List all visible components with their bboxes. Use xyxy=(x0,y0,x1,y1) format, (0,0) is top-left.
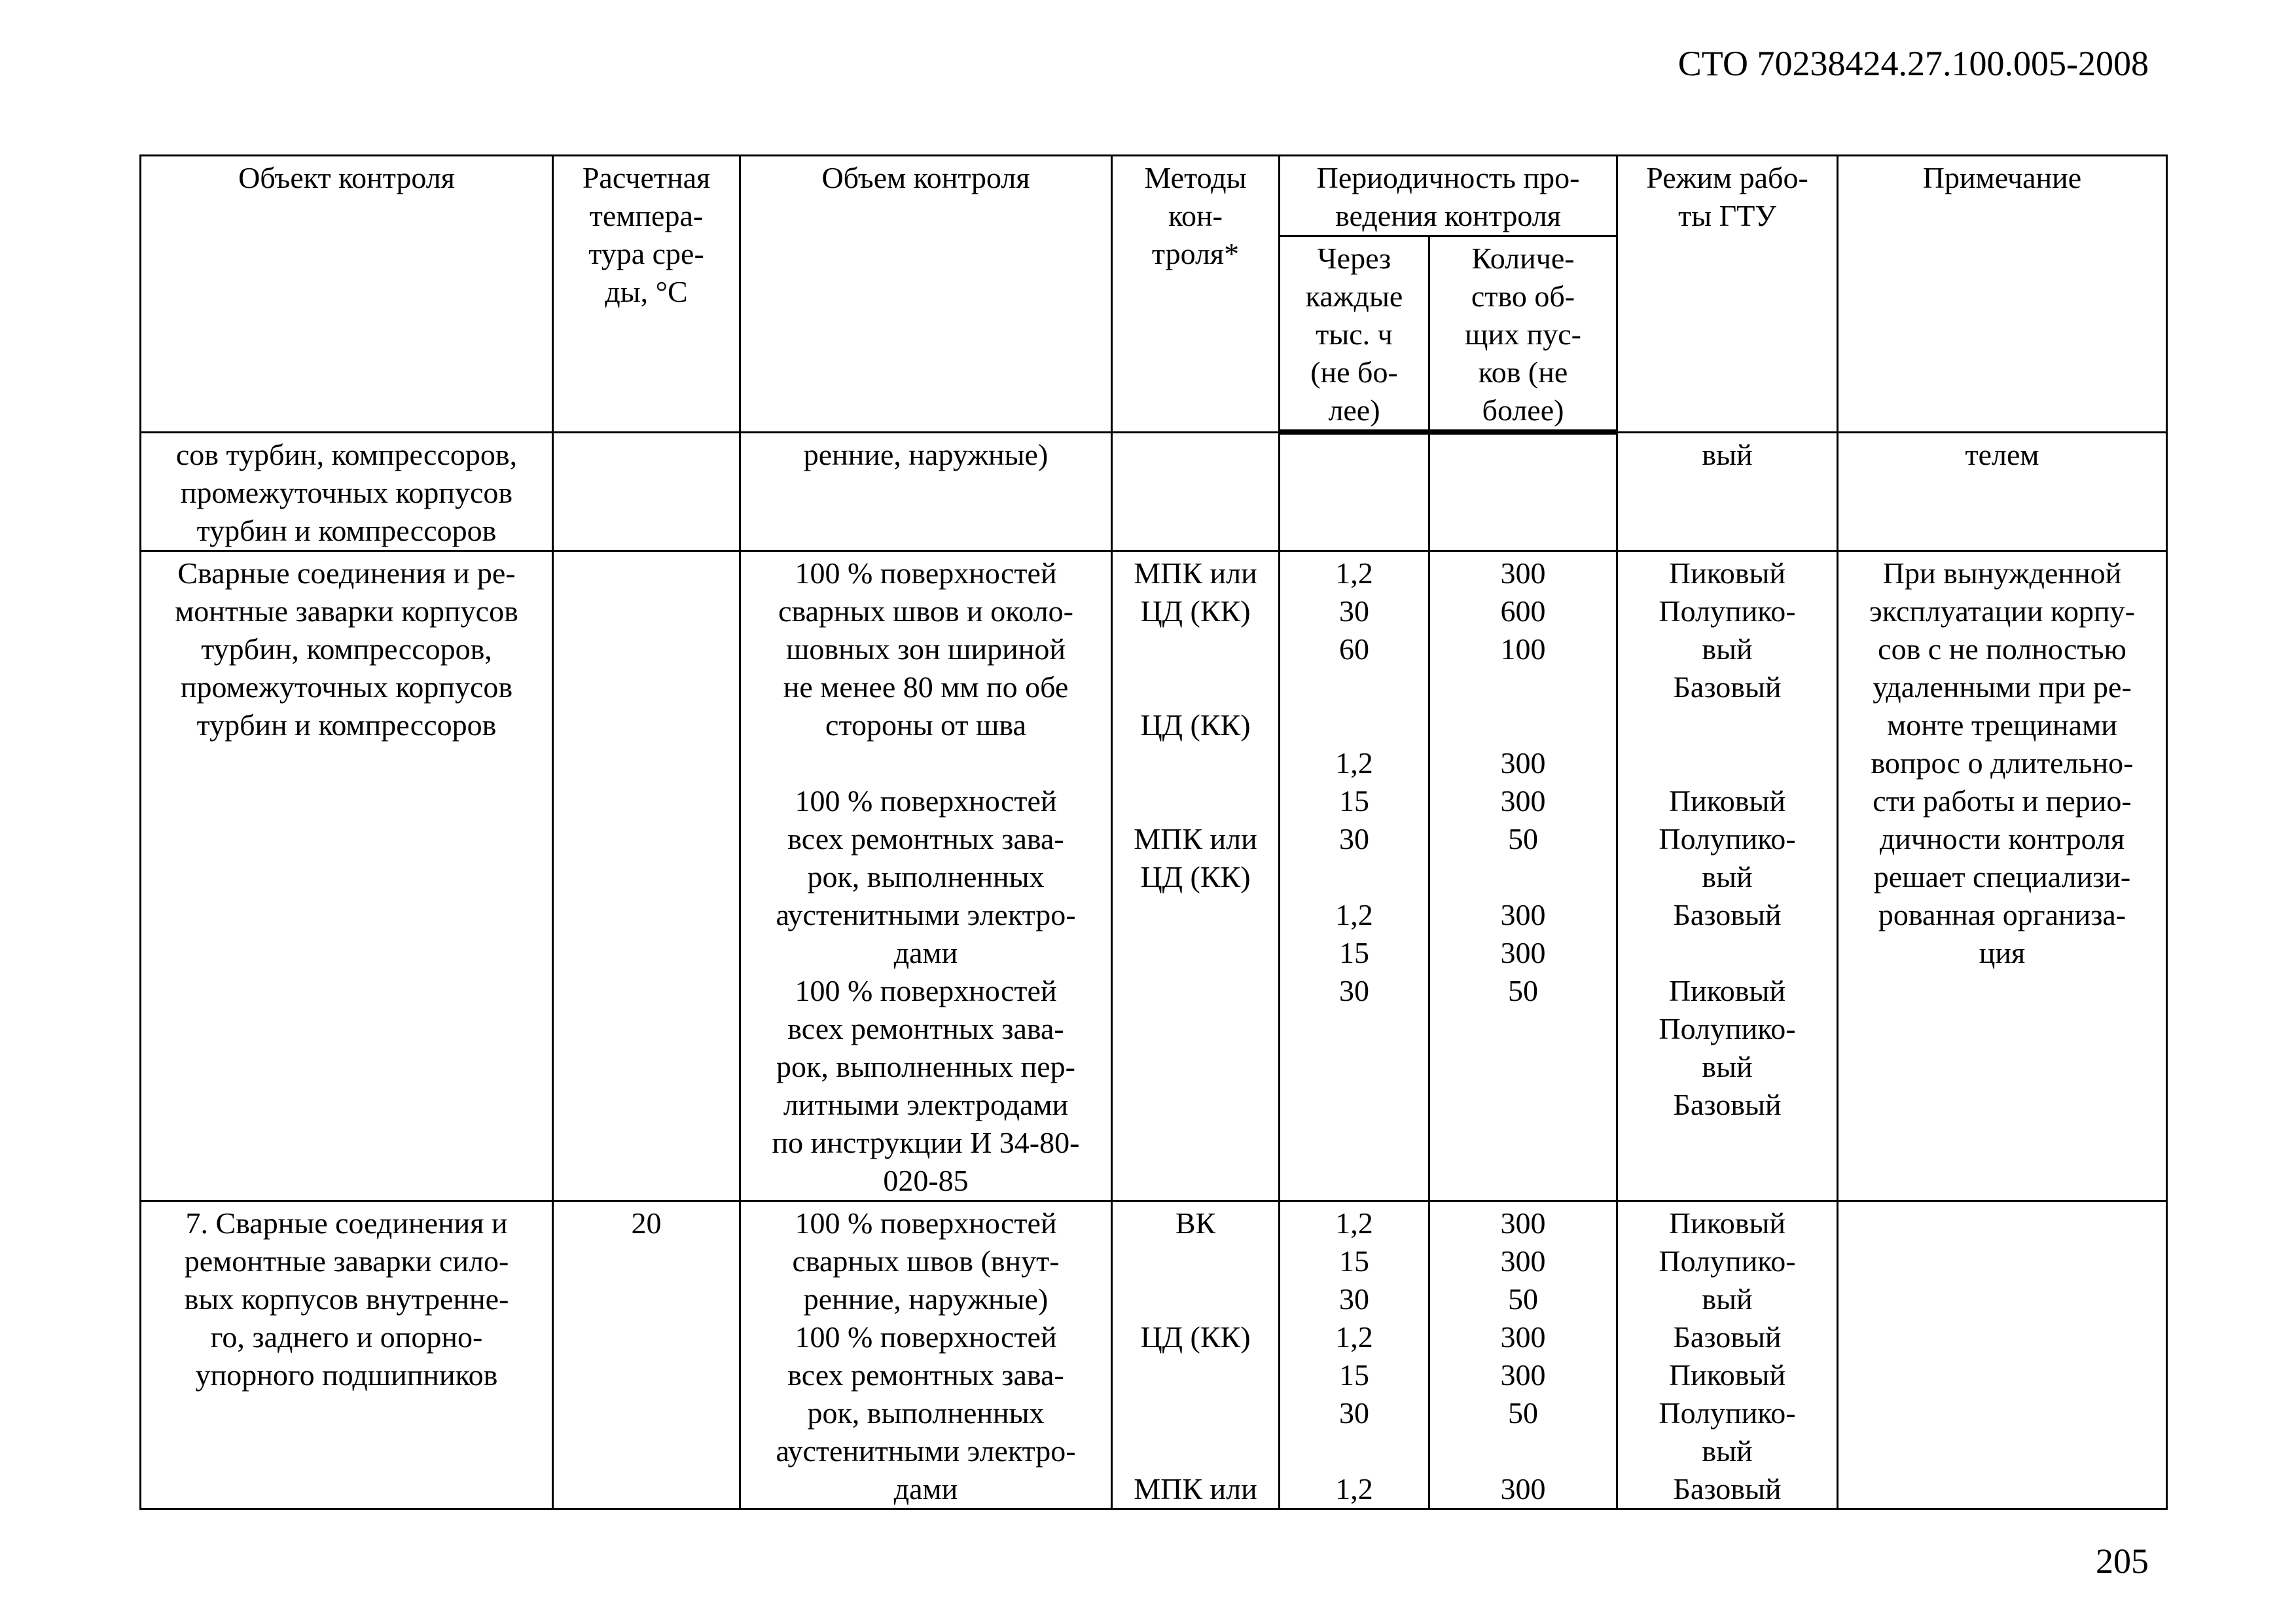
cell-temperature xyxy=(553,432,740,550)
cell-starts xyxy=(1429,432,1617,550)
table-row xyxy=(141,1200,2167,1509)
header-object: Объект контроля xyxy=(141,156,553,433)
cell-object: Сварные соединения и ре- монтные заварки корпусов турбин, компрессоров, промежуточных корпусов турбин и компрессоров xyxy=(141,550,553,1200)
document-code: СТО 70238424.27.100.005-2008 xyxy=(1677,44,2149,83)
cell-mode: Пиковый Полупико- вый Базовый Пиковый Полупико- вый Базовый xyxy=(1617,1200,1838,1509)
cell-scope: 100 % поверхностей сварных швов и около- шовных зон шириной не менее 80 мм по обе стороны от шва 100 % поверхностей всех ремонтных зава- рок, выполненных аустенитными электро- дами 100 % поверхностей всех ремонтных зава- рок, выполненных пер- литными электродами по инструкции И 34-80- 020-85 xyxy=(740,550,1112,1200)
header-temperature: Расчетная темпера- тура сре- ды, °С xyxy=(553,156,740,433)
header-starts-count: Количе- ство об- щих пус- ков (не более) xyxy=(1429,236,1617,433)
cell-mode: Пиковый Полупико- вый Базовый Пиковый Полупико- вый Базовый Пиковый Полупико- вый Базовый xyxy=(1617,550,1838,1200)
header-scope: Объем контроля xyxy=(740,156,1112,433)
cell-temperature xyxy=(553,550,740,1200)
cell-note: При вынужденной эксплуатации корпу- сов с не полностью удаленными при ре- монте трещинами вопрос о длительно- сти работы и перио- дичности контроля решает специализи- рованная организа- ция xyxy=(1838,550,2167,1200)
header-methods: Методы кон- троля* xyxy=(1112,156,1280,433)
header-every-thousand-hours: Через каждые тыс. ч (не бо- лее) xyxy=(1280,236,1429,433)
cell-hours xyxy=(1280,432,1429,550)
cell-scope: ренние, наружные) xyxy=(740,432,1112,550)
page-number: 205 xyxy=(2096,1542,2149,1581)
header-row xyxy=(141,156,2167,236)
cell-object: 7. Сварные соединения и ремонтные заварки сило- вых корпусов внутренне- го, заднего и опорно- упорного подшипников xyxy=(141,1200,553,1509)
cell-methods xyxy=(1112,432,1280,550)
cell-scope: 100 % поверхностей сварных швов (внут- ренние, наружные) 100 % поверхностей всех ремонтных зава- рок, выполненных аустенитными электро- дами xyxy=(740,1200,1112,1509)
cell-starts: 300 600 100 300 300 50 300 300 50 xyxy=(1429,550,1617,1200)
cell-methods: ВК ЦД (КК) МПК или xyxy=(1112,1200,1280,1509)
header-periodicity: Периодичность про- ведения контроля xyxy=(1280,156,1617,236)
table-row xyxy=(141,432,2167,550)
header-note: Примечание xyxy=(1838,156,2167,433)
header-mode: Режим рабо- ты ГТУ xyxy=(1617,156,1838,433)
table-row xyxy=(141,550,2167,1200)
cell-hours: 1,2 30 60 1,2 15 30 1,2 15 30 xyxy=(1280,550,1429,1200)
cell-object: сов турбин, компрессоров, промежуточных корпусов турбин и компрессоров xyxy=(141,432,553,550)
control-table xyxy=(139,154,2168,1510)
cell-methods: МПК или ЦД (КК) ЦД (КК) МПК или ЦД (КК) xyxy=(1112,550,1280,1200)
cell-mode: вый xyxy=(1617,432,1838,550)
cell-note xyxy=(1838,1200,2167,1509)
cell-temperature: 20 xyxy=(553,1200,740,1509)
cell-starts: 300 300 50 300 300 50 300 xyxy=(1429,1200,1617,1509)
cell-note: телем xyxy=(1838,432,2167,550)
cell-hours: 1,2 15 30 1,2 15 30 1,2 xyxy=(1280,1200,1429,1509)
